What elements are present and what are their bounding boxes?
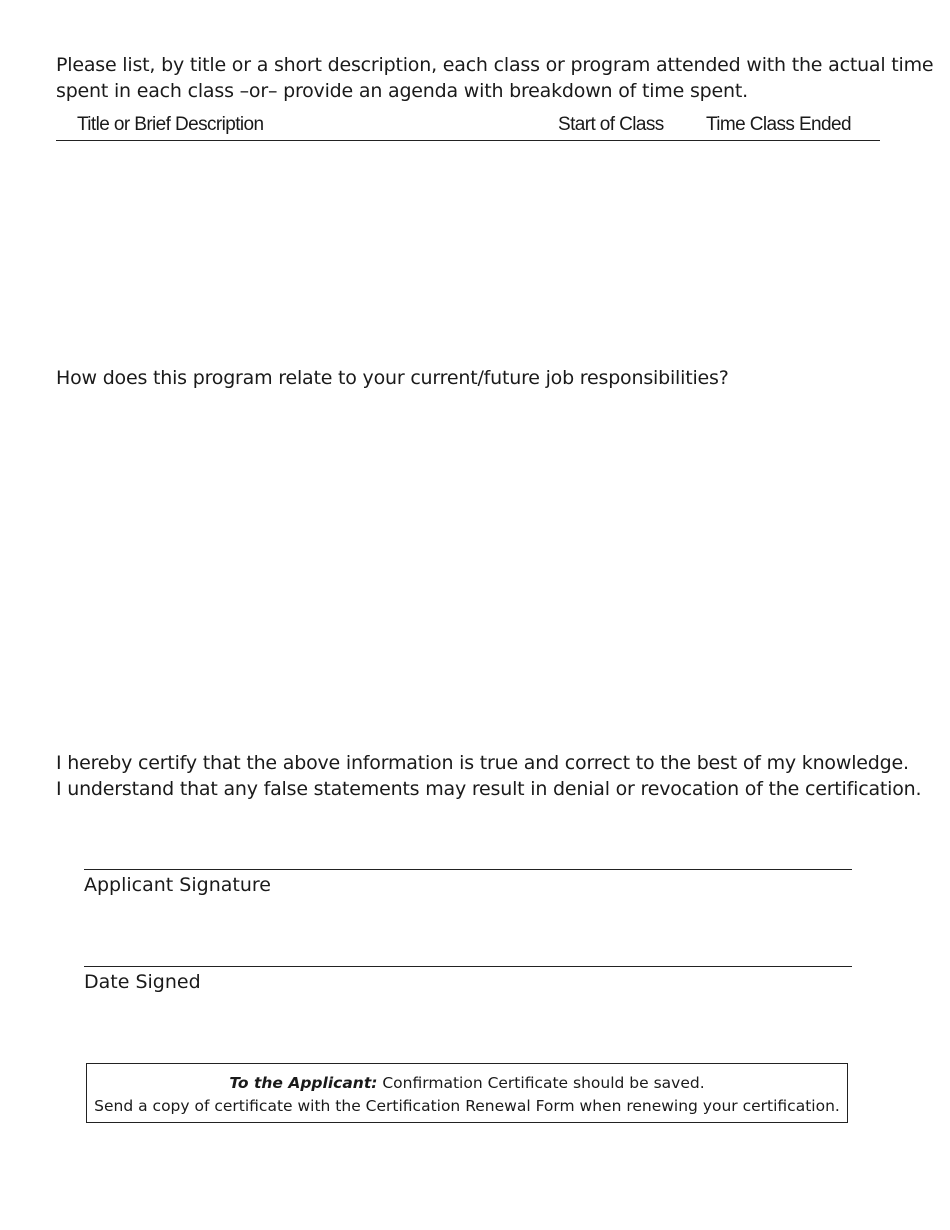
column-header-title: Title or Brief Description <box>77 114 264 135</box>
job-relation-question: How does this program relate to your current/future job responsibilities? <box>56 367 729 389</box>
certification-line-1: I hereby certify that the above information is true and correct to the best of my knowledge. <box>56 752 909 774</box>
certification-line-2: I understand that any false statements may result in denial or revocation of the certification. <box>56 778 922 800</box>
applicant-signature-label: Applicant Signature <box>84 874 271 896</box>
notice-lead: To the Applicant: <box>229 1074 378 1092</box>
column-header-start: Start of Class <box>558 114 664 135</box>
applicant-signature-line[interactable] <box>84 869 852 870</box>
job-relation-answer-area[interactable] <box>56 400 880 740</box>
notice-line-1 <box>87 1074 847 1092</box>
column-header-end: Time Class Ended <box>706 114 851 135</box>
notice-line-1-text: Confirmation Certificate should be saved. <box>377 1074 705 1092</box>
instructions-line-1: Please list, by title or a short description, each class or program attended with the actual time <box>56 54 934 76</box>
class-entries-area[interactable] <box>56 142 880 357</box>
applicant-notice-box <box>86 1063 848 1123</box>
notice-line-2: Send a copy of certificate with the Certification Renewal Form when renewing your certification. <box>94 1097 840 1115</box>
date-signed-line[interactable] <box>84 966 852 967</box>
instructions-text <box>56 52 934 104</box>
certification-statement <box>56 750 921 802</box>
class-table-header <box>56 113 880 141</box>
date-signed-label: Date Signed <box>84 971 201 993</box>
instructions-line-2: spent in each class –or– provide an agenda with breakdown of time spent. <box>56 80 748 102</box>
